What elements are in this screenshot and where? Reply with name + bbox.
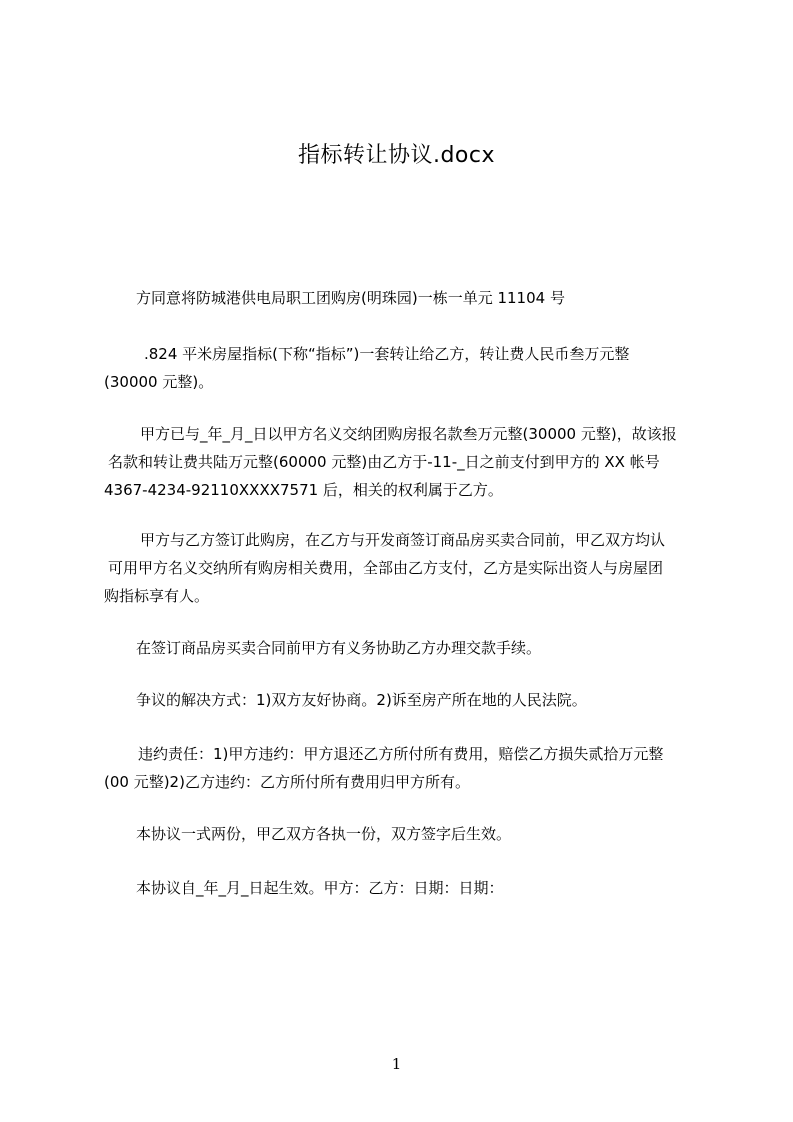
paragraph-line: (00 元整)2)乙方违约：乙方所付所有费用归甲方所有。 <box>104 773 470 791</box>
paragraph-line: 争议的解决方式：1)双方友好协商。2)诉至房产所在地的人民法院。 <box>136 691 587 709</box>
paragraph-line: 名款和转让费共陆万元整(60000 元整)由乙方于-11-_日之前支付到甲方的 XX 帐号 <box>108 453 660 471</box>
paragraph-line: 4367-4234-92110XXXX7571 后，相关的权利属于乙方。 <box>104 481 503 499</box>
paragraph-line: 方同意将防城港供电局职工团购房(明珠园)一栋一单元 11104 号 <box>136 289 565 307</box>
paragraph-line: 甲方与乙方签订此购房，在乙方与开发商签订商品房买卖合同前，甲乙双方均认 <box>140 531 666 549</box>
paragraph-2 <box>104 340 704 396</box>
page-number: 1 <box>391 1055 402 1073</box>
document-title: 指标转让协议.docx <box>297 143 496 168</box>
paragraph-line: 购指标享有人。 <box>104 587 210 605</box>
paragraph-line: 违约责任：1)甲方违约：甲方退还乙方所付所有费用，赔偿乙方损失贰拾万元整 <box>138 745 664 763</box>
paragraph-4 <box>104 526 704 610</box>
paragraph-8 <box>104 820 704 848</box>
paragraph-5 <box>104 634 704 662</box>
paragraph-6 <box>104 686 704 714</box>
paragraph-line: 在签订商品房买卖合同前甲方有义务协助乙方办理交款手续。 <box>136 639 542 657</box>
paragraph-line: 甲方已与_年_月_日以甲方名义交纳团购房报名款叁万元整(30000 元整)，故该报 <box>140 425 677 443</box>
paragraph-line: 可用甲方名义交纳所有购房相关费用，全部由乙方支付，乙方是实际出资人与房屋团 <box>108 559 664 577</box>
paragraph-1 <box>104 284 704 312</box>
paragraph-7 <box>104 740 704 796</box>
paragraph-line: .824 平米房屋指标(下称“指标”)一套转让给乙方，转让费人民币叁万元整 <box>144 345 630 363</box>
paragraph-line: 本协议自_年_月_日起生效。甲方：乙方：日期：日期： <box>136 879 504 897</box>
paragraph-line: (30000 元整)。 <box>104 373 214 391</box>
paragraph-3 <box>104 420 704 504</box>
paragraph-9 <box>104 874 704 902</box>
paragraph-line: 本协议一式两份，甲乙双方各执一份，双方签字后生效。 <box>136 825 512 843</box>
